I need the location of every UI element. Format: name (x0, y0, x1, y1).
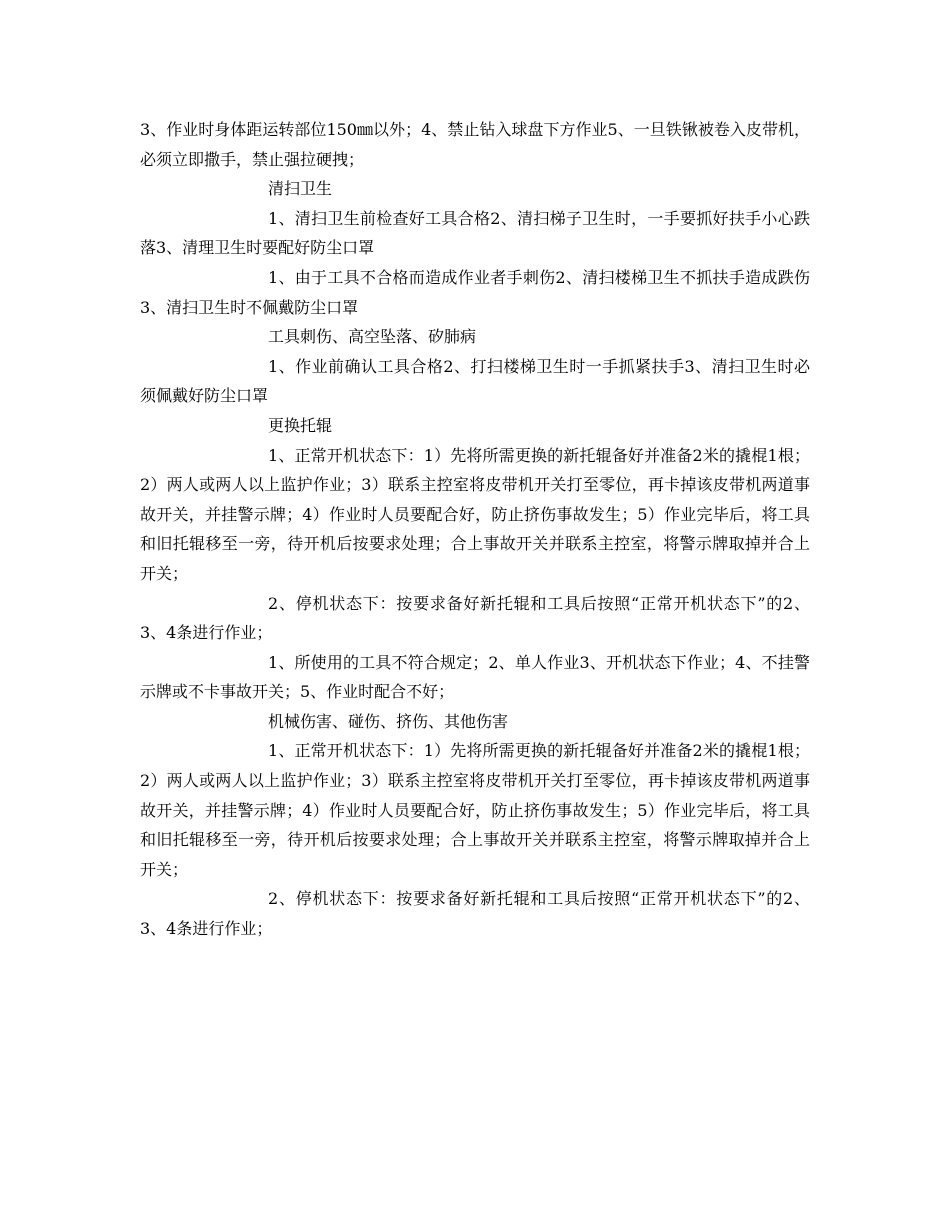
paragraph-cleaning-hazards: 1、由于工具不合格而造成作业者手刺伤2、清扫楼梯卫生不抓扶手造成跌伤3、清扫卫生时不佩戴防尘口罩 (140, 267, 810, 317)
paragraph-cleaning-measures: 1、清扫卫生前检查好工具合格2、清扫梯子卫生时，一手要抓好扶手小心跌落3、清理卫生时要配好防尘口罩 (140, 208, 810, 258)
section-heading-cleaning-injuries: 工具刺伤、高空坠落、矽肺病 (268, 327, 477, 347)
paragraph-roller-running-state: 1、正常开机状态下：1）先将所需更换的新托辊备好并准备2米的撬棍1根；2）两人或两人以上监护作业；3）联系主控室将皮带机开关打至零位，再卡掉该皮带机两道事故开关，并挂警示牌；4）作业时人员要配合好，防止挤伤事故发生；5）作业完毕后，将工具和旧托辊移至一旁，待开机后按要求处理；合上事故开关并联系主控室，将警示牌取掉并合上开关； (140, 445, 810, 583)
section-heading-roller-replacement: 更换托辊 (268, 415, 333, 435)
section-heading-roller-injuries: 机械伤害、碰伤、挤伤、其他伤害 (268, 711, 509, 731)
paragraph-1: 3、作业时身体距运转部位150㎜以外；4、禁止钻入球盘下方作业5、一旦铁锹被卷入皮带机，必须立即撒手，禁止强拉硬拽； (140, 120, 810, 169)
section-heading-cleaning: 清扫卫生 (268, 179, 333, 199)
paragraph-cleaning-prevention: 1、作业前确认工具合格2、打扫楼梯卫生时一手抓紧扶手3、清扫卫生时必须佩戴好防尘口罩 (140, 356, 810, 406)
paragraph-roller-running-state-2: 1、正常开机状态下：1）先将所需更换的新托辊备好并准备2米的撬棍1根；2）两人或两人以上监护作业；3）联系主控室将皮带机开关打至零位，再卡掉该皮带机两道事故开关，并挂警示牌；4）作业时人员要配合好，防止挤伤事故发生；5）作业完毕后，将工具和旧托辊移至一旁，待开机后按要求处理；合上事故开关并联系主控室，将警示牌取掉并合上开关； (140, 741, 810, 879)
paragraph-roller-stopped-state: 2、停机状态下：按要求备好新托辊和工具后按照“正常开机状态下”的2、3、4条进行作业； (140, 593, 810, 643)
document-body (140, 115, 810, 944)
paragraph-roller-stopped-state-2: 2、停机状态下：按要求备好新托辊和工具后按照“正常开机状态下”的2、3、4条进行作业； (140, 889, 810, 939)
paragraph-roller-hazards: 1、所使用的工具不符合规定；2、单人作业3、开机状态下作业；4、不挂警示牌或不卡事故开关；5、作业时配合不好； (140, 652, 810, 702)
